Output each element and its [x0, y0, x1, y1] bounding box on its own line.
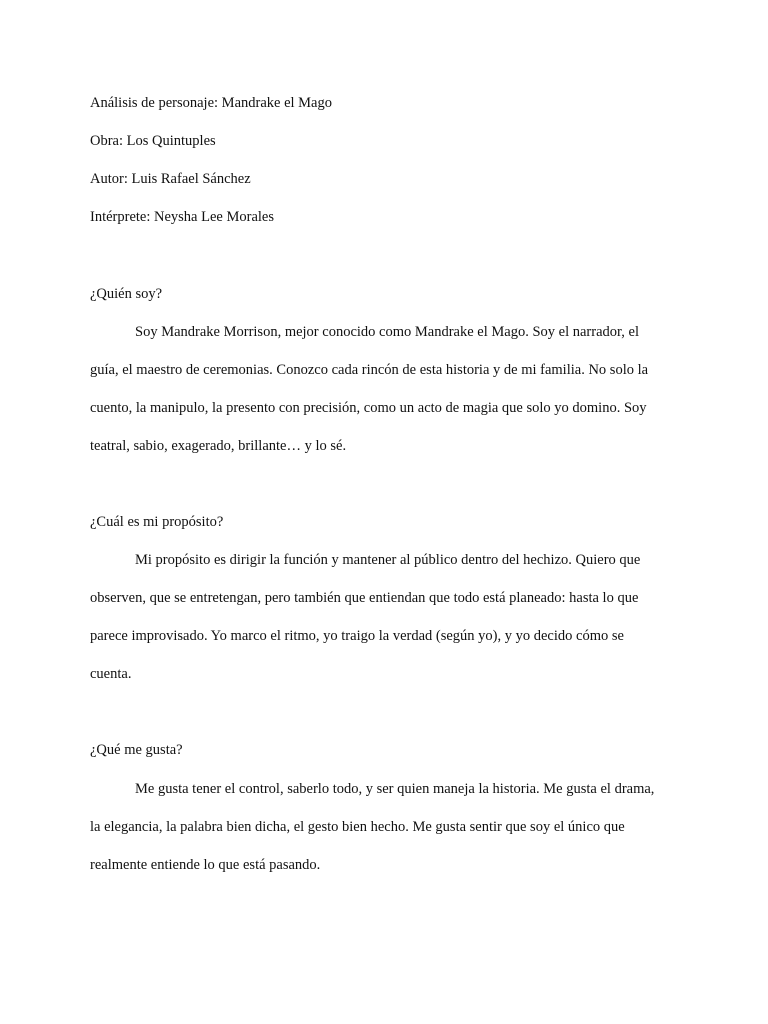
section-heading: ¿Quién soy? — [90, 286, 163, 302]
paragraph-line: parece improvisado. Yo marco el ritmo, yo traigo la verdad (según yo), y yo decido cómo se — [90, 628, 624, 644]
performer-line: Intérprete: Neysha Lee Morales — [90, 209, 274, 225]
paragraph-line: guía, el maestro de ceremonias. Conozco cada rincón de esta historia y de mi familia. No solo la — [90, 362, 649, 378]
paragraph-line: cuento, la manipulo, la presento con precisión, como un acto de magia que solo yo domino. Soy — [90, 400, 647, 416]
paragraph-line: cuenta. — [90, 666, 132, 682]
work-line: Obra: Los Quintuples — [90, 133, 216, 149]
paragraph-line: teatral, sabio, exagerado, brillante… y lo sé. — [90, 438, 347, 454]
paragraph-line: observen, que se entretengan, pero también que entiendan que todo está planeado: hasta lo que — [90, 590, 639, 606]
paragraph-line: Me gusta tener el control, saberlo todo, y ser quien maneja la historia. Me gusta el drama, — [135, 781, 655, 797]
section-heading: ¿Qué me gusta? — [90, 742, 183, 758]
paragraph-line: Mi propósito es dirigir la función y mantener al público dentro del hechizo. Quiero que — [135, 552, 641, 568]
paragraph-line: la elegancia, la palabra bien dicha, el gesto bien hecho. Me gusta sentir que soy el único que — [90, 819, 625, 835]
paragraph-line: Soy Mandrake Morrison, mejor conocido como Mandrake el Mago. Soy el narrador, el — [135, 324, 639, 340]
section-heading: ¿Cuál es mi propósito? — [90, 514, 224, 530]
author-line: Autor: Luis Rafael Sánchez — [90, 171, 251, 187]
analysis-title: Análisis de personaje: Mandrake el Mago — [90, 95, 332, 111]
paragraph-line: realmente entiende lo que está pasando. — [90, 857, 321, 873]
